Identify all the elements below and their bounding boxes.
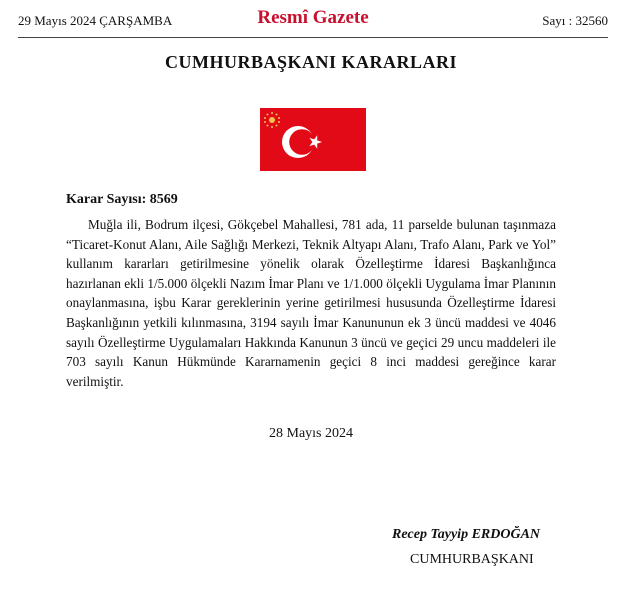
turkish-flag-icon: [260, 108, 366, 171]
gazette-header: [18, 6, 608, 32]
gazette-title: Resmî Gazete: [257, 7, 369, 28]
decision-date: 28 Mayıs 2024: [269, 426, 353, 441]
flag-crescent-inner: [289, 129, 315, 155]
decision-body: Muğla ili, Bodrum ilçesi, Gökçebel Mahallesi, 781 ada, 11 parselde bulunan taşınmaza “Ticaret-Konut Alanı, Aile Sağlığı Merkezi, Teknik Altyapı Alanı, Trafo Alanı, Park ve Yol” kullanım kararları getirilmesine yönelik olarak Özelleştirme İdaresi Başkanlığınca hazırlanan ekli 1/5.000 ölçekli Nazım İmar Planı ve 1/1.000 ölçekli Uygulama İmar Planının onaylanmasına, işbu Karar gereklerinin yerine getirilmesi hususunda Özelleştirme İdaresi Başkanlığının yetkili kılınmasına, 3194 sayılı İmar Kanununun ek 3 üncü maddesi ve 4046 sayılı Özelleştirme Uygulamaları Hakkında Kanunun 3 üncü ve geçici 29 uncu maddeleri ile 703 sayılı Kanun Hükmünde Kararnamenin geçici 8 inci maddesi gereğince karar verilmiştir.: [66, 217, 556, 389]
signer-name: Recep Tayyip ERDOĞAN: [392, 527, 541, 542]
signer-title: CUMHURBAŞKANI: [410, 552, 534, 567]
issue-number: Sayı : 32560: [542, 13, 608, 28]
header-divider: [18, 37, 608, 38]
publication-date: 29 Mayıs 2024 ÇARŞAMBA: [18, 13, 173, 28]
section-title: CUMHURBAŞKANI KARARLARI: [164, 52, 457, 72]
decision-number: Karar Sayısı: 8569: [66, 192, 178, 207]
